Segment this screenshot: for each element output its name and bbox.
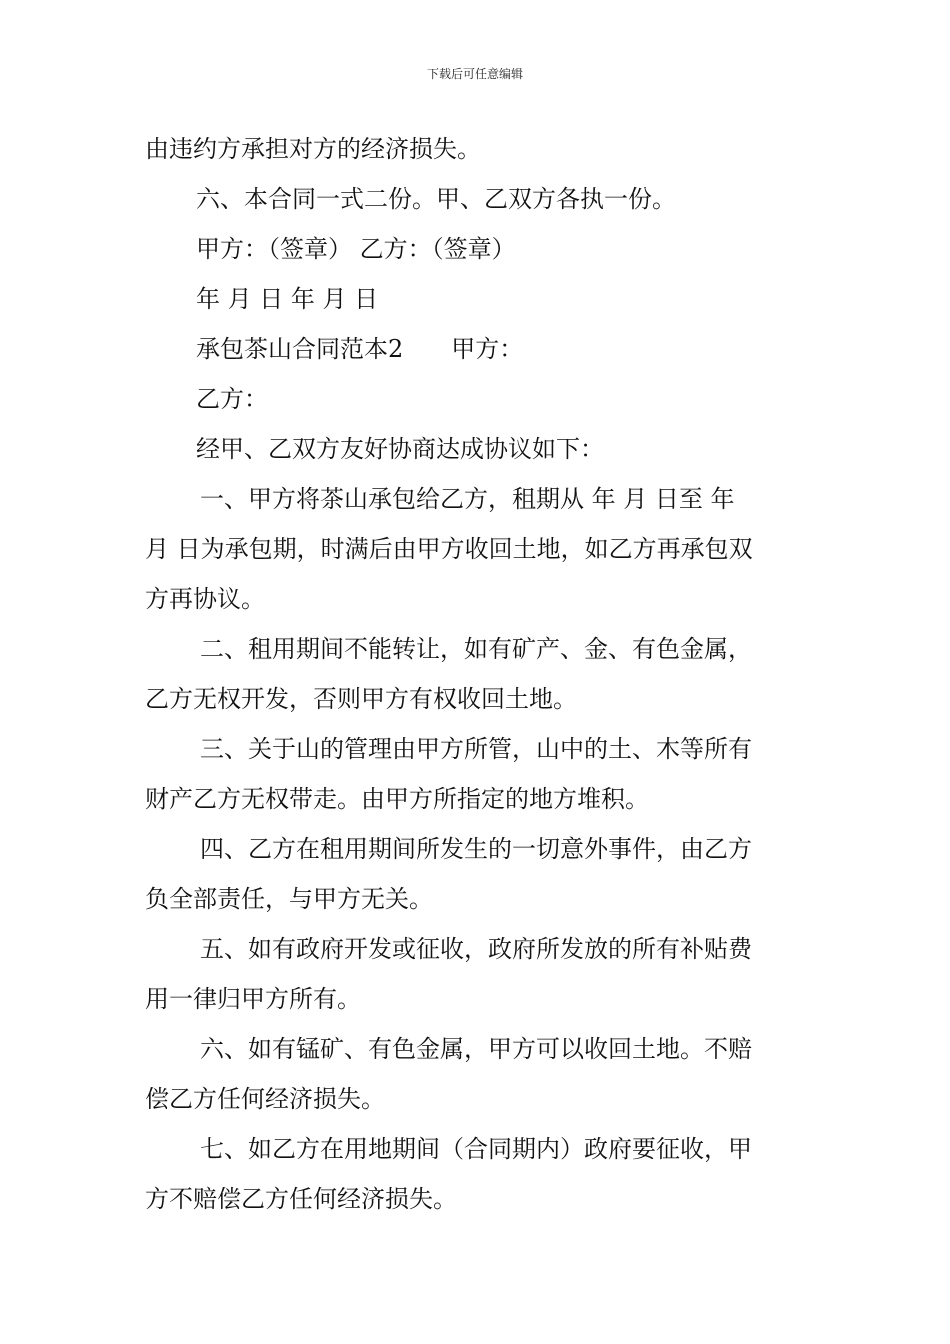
text-line: 七、如乙方在用地期间（合同期内）政府要征收，甲 — [200, 1135, 752, 1163]
text-line: 偿乙方任何经济损失。 — [145, 1085, 385, 1113]
text-line: 负全部责任，与甲方无关。 — [145, 885, 433, 913]
text-line: 财产乙方无权带走。由甲方所指定的地方堆积。 — [145, 785, 649, 813]
text-line: 乙方： — [196, 385, 268, 413]
text-line: 乙方无权开发，否则甲方有权收回土地。 — [145, 685, 577, 713]
text-line: 一、甲方将茶山承包给乙方，租期从 年 月 日至 年 — [200, 485, 735, 513]
text-line: 方再协议。 — [145, 585, 265, 613]
text-line: 承包茶山合同范本2 甲方： — [196, 335, 524, 363]
text-line: 由违约方承担对方的经济损失。 — [145, 135, 481, 163]
text-line: 三、关于山的管理由甲方所管，山中的土、木等所有 — [200, 735, 752, 763]
text-line: 五、如有政府开发或征收，政府所发放的所有补贴费 — [200, 935, 752, 963]
text-line: 六、本合同一式二份。甲、乙双方各执一份。 — [196, 185, 676, 213]
text-line: 六、如有锰矿、有色金属，甲方可以收回土地。不赔 — [200, 1035, 752, 1063]
text-line: 月 日为承包期，时满后由甲方收回土地，如乙方再承包双 — [145, 535, 753, 563]
text-line: 经甲、乙双方友好协商达成协议如下： — [196, 435, 604, 463]
page-header: 下载后可任意编辑 — [426, 67, 523, 81]
text-line: 方不赔偿乙方任何经济损失。 — [145, 1185, 457, 1213]
text-line: 甲方：（签章） 乙方：（签章） — [196, 235, 516, 263]
text-line: 二、租用期间不能转让，如有矿产、金、有色金属， — [200, 635, 752, 663]
text-line: 年 月 日 年 月 日 — [196, 285, 379, 313]
text-line: 用一律归甲方所有。 — [145, 985, 361, 1013]
text-line: 四、乙方在租用期间所发生的一切意外事件，由乙方 — [200, 835, 752, 863]
